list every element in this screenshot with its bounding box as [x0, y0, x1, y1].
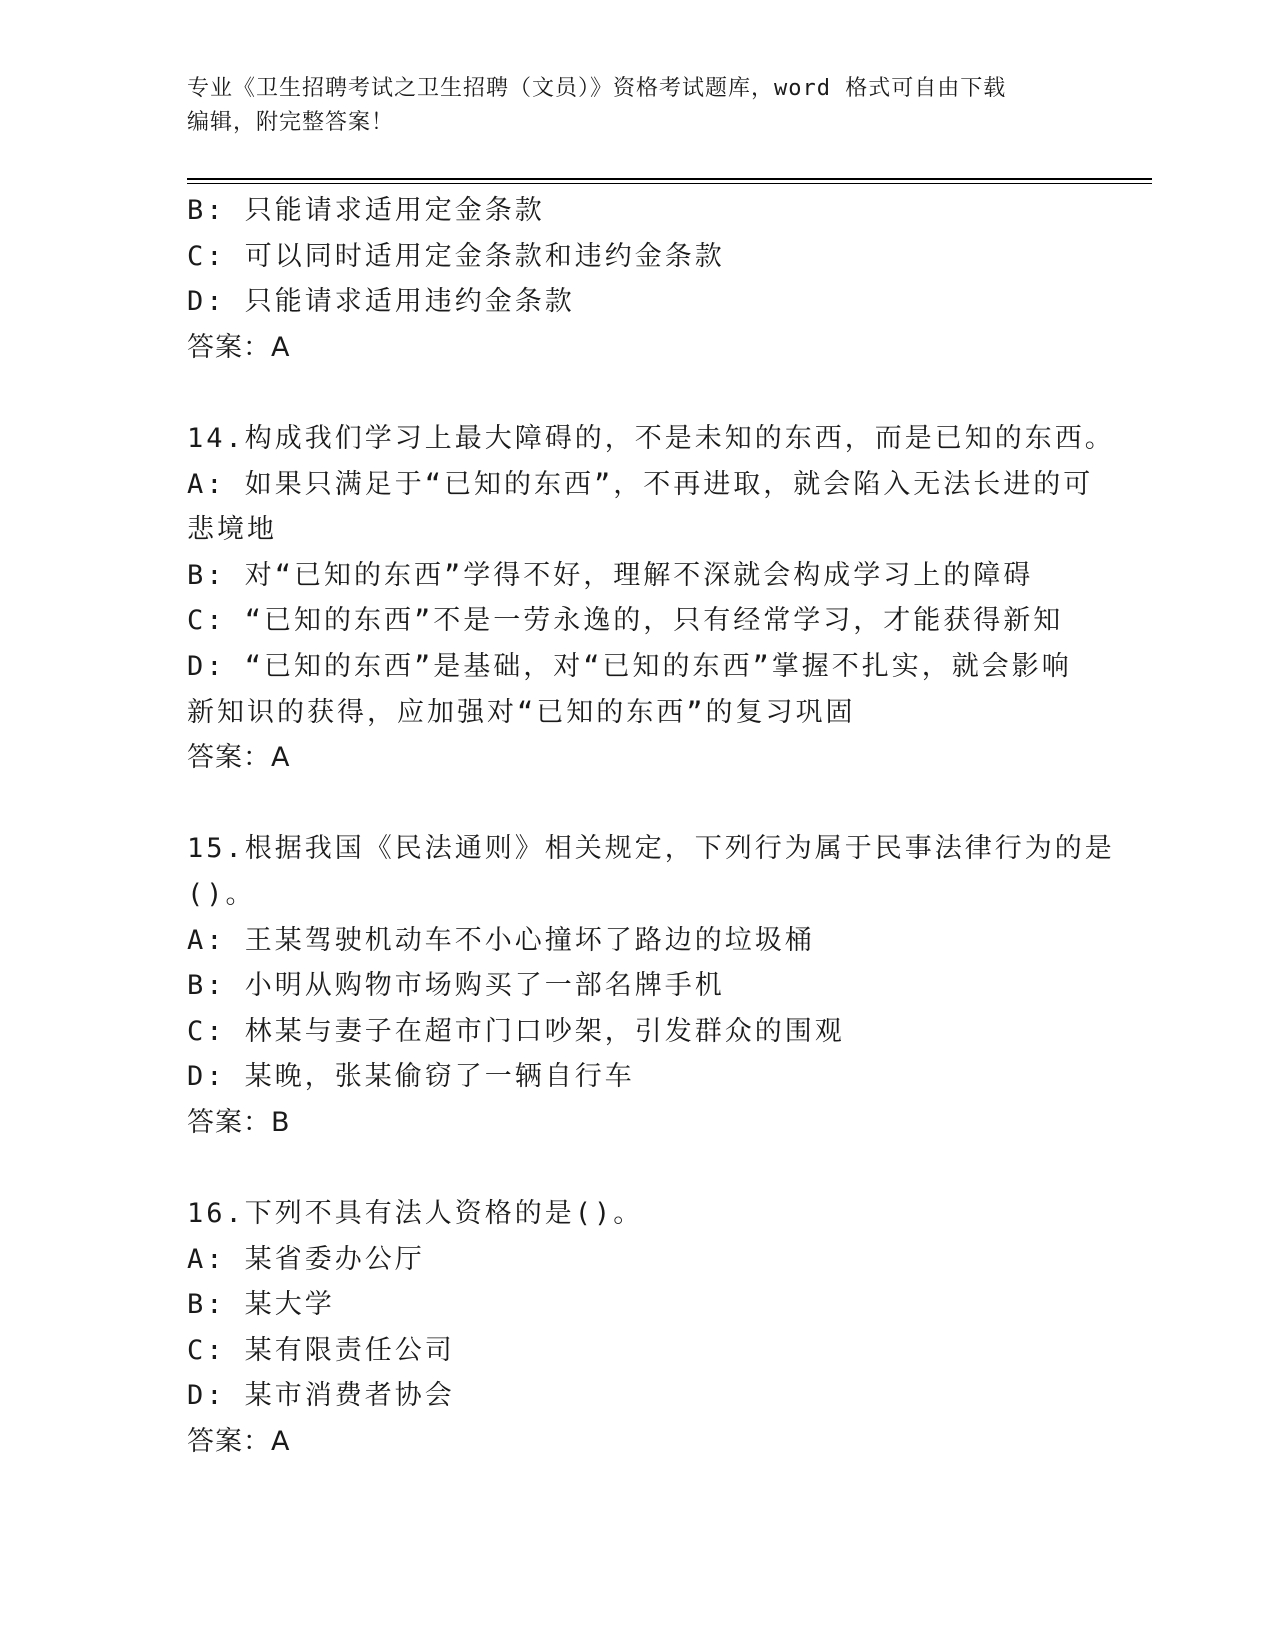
- header-line: 专业《卫生招聘考试之卫生招聘（文员）》资格考试题库，word 格式可自由下载: [187, 76, 1007, 101]
- question-block: [187, 1191, 1087, 1465]
- option-line: D: “已知的东西”是基础，对“已知的东西”掌握不扎实，就会影响: [187, 650, 1072, 682]
- question-block: [187, 188, 1087, 370]
- answer-line: 答案：B: [187, 1106, 291, 1138]
- question-list: [187, 188, 1115, 1465]
- option-line: A: 如果只满足于“已知的东西”，不再进取，就会陷入无法长进的可: [187, 468, 1094, 500]
- question-block: [187, 826, 1115, 1145]
- option-line: C: “已知的东西”不是一劳永逸的，只有经常学习，才能获得新知: [187, 605, 1064, 637]
- document-header: [187, 72, 1087, 140]
- question-text: 16.下列不具有法人资格的是()。: [187, 1198, 644, 1230]
- header-divider-thin: [187, 183, 1152, 184]
- option-line: B: 小明从购物市场购买了一部名牌手机: [187, 970, 725, 1002]
- option-line: C: 可以同时适用定金条款和违约金条款: [187, 240, 725, 272]
- question-text: ()。: [187, 878, 256, 910]
- question-text: 15.根据我国《民法通则》相关规定，下列行为属于民事法律行为的是: [187, 833, 1115, 865]
- option-line: B: 只能请求适用定金条款: [187, 195, 545, 226]
- answer-line: 答案：A: [187, 742, 291, 774]
- answer-line: 答案：A: [187, 1426, 291, 1458]
- option-line: C: 林某与妻子在超市门口吵架，引发群众的围观: [187, 1015, 845, 1047]
- option-line: A: 某省委办公厅: [187, 1243, 425, 1275]
- answer-line: 答案：A: [187, 331, 291, 363]
- option-line: C: 某有限责任公司: [187, 1334, 455, 1366]
- option-line: D: 某晚，张某偷窃了一辆自行车: [187, 1061, 635, 1093]
- header-line: 编辑，附完整答案！: [187, 110, 395, 135]
- option-line: D: 只能请求适用违约金条款: [187, 286, 575, 318]
- option-line: D: 某市消费者协会: [187, 1380, 455, 1412]
- option-line: 新知识的获得，应加强对“已知的东西”的复习巩固: [187, 696, 856, 728]
- question-text: 14.构成我们学习上最大障碍的，不是未知的东西，而是已知的东西。: [187, 422, 1115, 454]
- header-divider: [187, 178, 1152, 180]
- question-block: [187, 416, 1115, 781]
- option-line: A: 王某驾驶机动车不小心撞坏了路边的垃圾桶: [187, 924, 815, 956]
- option-line: 悲境地: [187, 514, 277, 546]
- option-line: B: 对“已知的东西”学得不好，理解不深就会构成学习上的障碍: [187, 559, 1034, 591]
- option-line: B: 某大学: [187, 1289, 335, 1321]
